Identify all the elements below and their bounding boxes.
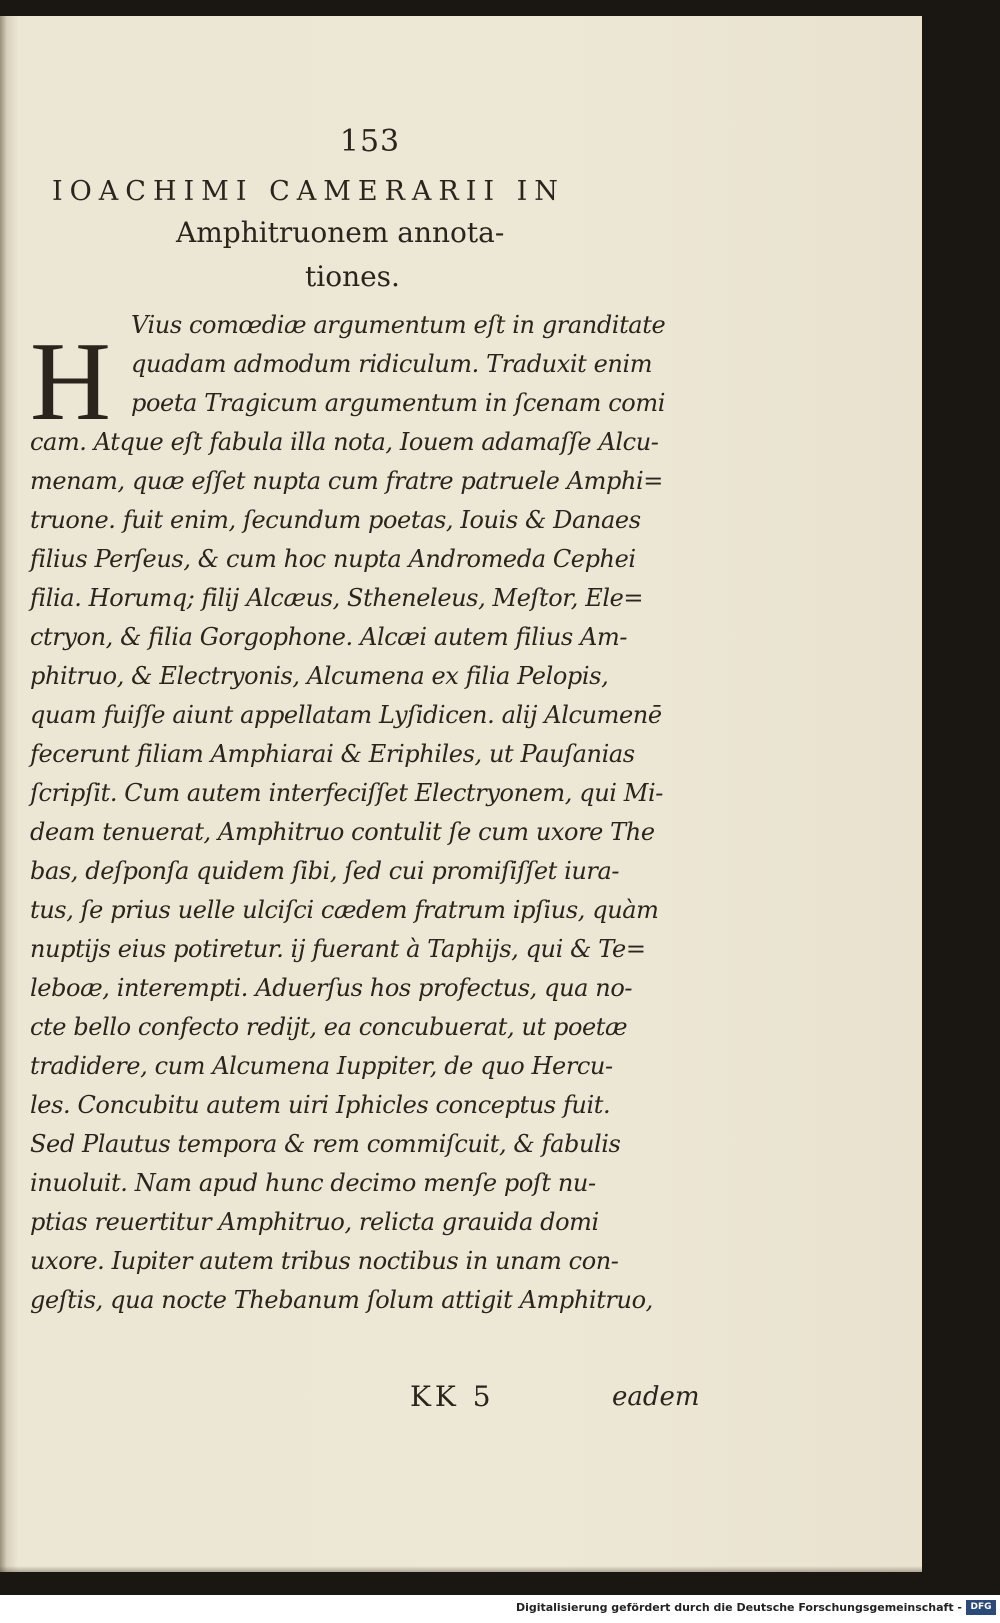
body-line: menam, quæ eſſet nupta cum fratre patruele Amphi= [30,467,664,495]
body-line: inuoluit. Nam apud hunc decimo menſe poſt nu- [30,1169,596,1197]
body-line: Sed Plautus tempora & rem commiſcuit, & fabulis [30,1130,621,1158]
dfg-logo: DFG [966,1600,996,1615]
body-line: quadam admodum ridiculum. Traduxit enim [131,350,653,378]
title-line-2: Amphitruonem annota- [176,216,505,249]
body-line: bas, deſponſa quidem ſibi, ſed cui promiſiſſet iura- [30,857,620,885]
body-line: truone. fuit enim, ſecundum poetas, Iouis & Danaes [30,506,641,534]
body-line: les. Concubitu autem uiri Iphicles conceptus fuit. [30,1091,611,1119]
book-page [0,16,922,1572]
body-line: nuptijs eius potiretur. ij fuerant à Taphijs, qui & Te= [30,935,646,963]
body-line: filia. Horumq; filij Alcæus, Stheneleus, Meſtor, Ele= [30,584,644,612]
title-line-1: IOACHIMI CAMERARII IN [52,176,565,207]
body-line: ctryon, & filia Gorgophone. Alcæi autem filius Am- [30,623,628,651]
title-line-3: tiones. [305,260,400,293]
body-line: tus, ſe prius uelle ulciſci cædem fratrum ipſius, quàm [30,896,659,924]
catchword: eadem [612,1382,700,1412]
body-line: deam tenuerat, Amphitruo contulit ſe cum uxore The [30,818,655,846]
body-line: poeta Tragicum argumentum in ſcenam comi [131,389,665,417]
signature-mark: KK 5 [410,1380,495,1413]
body-line: Vius comœdiæ argumentum eſt in granditate [131,311,666,339]
body-line: filius Perſeus, & cum hoc nupta Andromeda Cephei [30,545,636,573]
body-line: tradidere, cum Alcumena Iuppiter, de quo Hercu- [30,1052,613,1080]
page-shadow [0,1566,922,1572]
body-line: cam. Atque eſt fabula illa nota, Iouem adamaſſe Alcu- [30,428,659,456]
body-line: ſcripſit. Cum autem interfeciſſet Electryonem, qui Mi- [30,779,663,807]
body-line: cte bello confecto redijt, ea concubuerat, ut poetæ [30,1013,628,1041]
drop-cap: H [30,320,111,444]
body-line: phitruo, & Electryonis, Alcumena ex filia Pelopis, [30,662,609,690]
page-number: 153 [339,124,401,159]
body-line: ptias reuertitur Amphitruo, relicta grauida domi [30,1208,599,1236]
body-line: leboæ, interempti. Aduerſus hos profectus, qua no- [30,974,633,1002]
funding-note: Digitalisierung gefördert durch die Deutsche Forschungsgemeinschaft - [515,1601,962,1614]
body-line: fecerunt filiam Amphiarai & Eriphiles, ut Pauſanias [30,740,635,768]
body-line: quam fuiſſe aiunt appellatam Lyſidicen. alij Alcumenē [30,701,662,729]
funding-footer [0,1595,1000,1623]
body-line: geſtis, qua nocte Thebanum ſolum attigit Amphitruo, [30,1286,653,1314]
body-line: uxore. Iupiter autem tribus noctibus in unam con- [30,1247,619,1275]
